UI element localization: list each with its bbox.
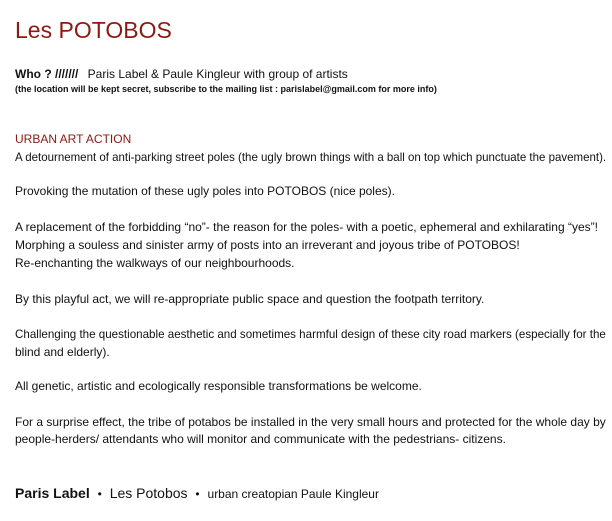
section-heading: URBAN ART ACTION	[15, 132, 132, 146]
who-line	[15, 67, 348, 81]
paragraph-line: For a surprise effect, the tribe of potabos be installed in the very small hours and protected for the whole day by	[15, 415, 606, 429]
paragraph-line: By this playful act, we will re-appropriate public space and question the footpath territory.	[15, 292, 485, 306]
paragraph-line: A replacement of the forbidding “no”- the reason for the poles- with a poetic, ephemeral and exhilarating “yes”!	[15, 220, 598, 234]
mailing-list-note: (the location will be kept secret, subscribe to the mailing list : parislabel@gmail.com for more info)	[15, 84, 437, 94]
who-label: Who ? ///////	[15, 67, 79, 81]
paragraph-line: All genetic, artistic and ecologically responsible transformations be welcome.	[15, 379, 422, 393]
paragraph-line: blind and elderly).	[15, 345, 110, 359]
page-title: Les POTOBOS	[15, 17, 172, 43]
who-text: Paris Label & Paule Kingleur with group of artists	[87, 67, 348, 81]
footer-separator: •	[195, 487, 200, 501]
paragraph-line: Morphing a souless and sinister army of posts into an irreverant and joyous tribe of POTOBOS!	[15, 238, 520, 252]
paragraph-line: people-herders/ attendants who will monitor and communicate with the pedestrians- citizens.	[15, 432, 506, 446]
paragraph-line: Provoking the mutation of these ugly poles into POTOBOS (nice poles).	[15, 184, 395, 198]
paragraph-line: Re-enchanting the walkways of our neighbourhoods.	[15, 256, 295, 270]
paragraph-line: Challenging the questionable aesthetic and sometimes harmful design of these city road markers (especially for the	[15, 327, 606, 341]
paragraph-line: A detournement of anti-parking street poles (the ugly brown things with a ball on top which punctuate the pavement).	[15, 150, 607, 164]
footer-brand: Paris Label	[15, 485, 90, 501]
footer-credit: urban creatopian Paule Kingleur	[207, 487, 379, 501]
footer	[15, 485, 379, 501]
footer-separator: •	[97, 487, 102, 501]
footer-middle: Les Potobos	[109, 485, 188, 501]
